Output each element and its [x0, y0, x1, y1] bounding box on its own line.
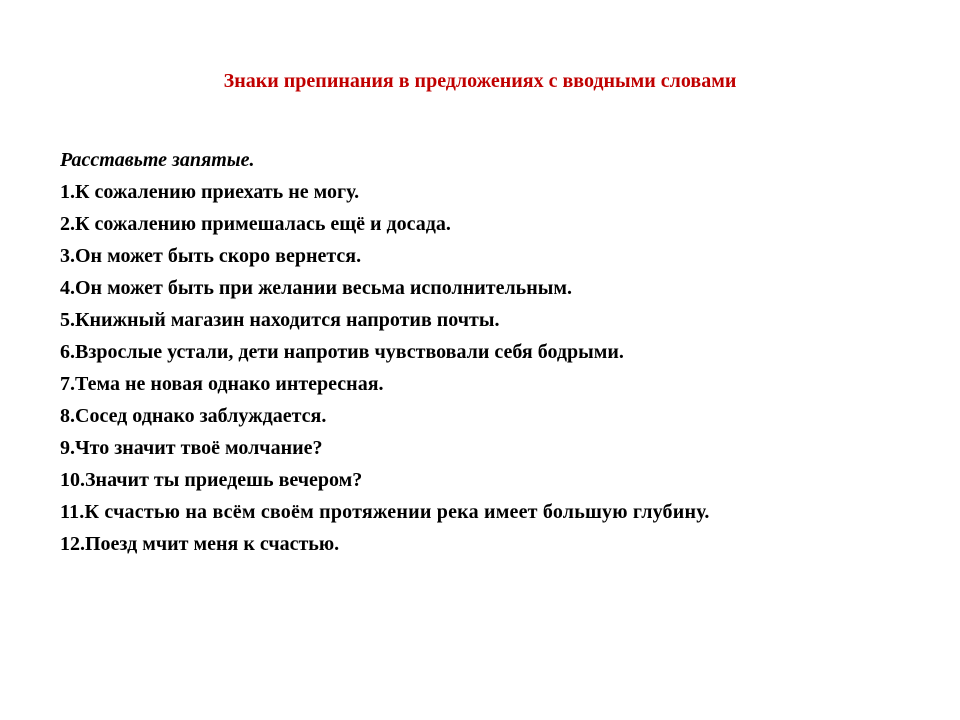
exercise-item: 2.К сожалению примешалась ещё и досада. [60, 213, 451, 235]
exercise-item: 5.Книжный магазин находится напротив почты. [60, 309, 500, 331]
exercise-item: 3.Он может быть скоро вернется. [60, 245, 362, 267]
exercise-item: 6.Взрослые устали, дети напротив чувствовали себя бодрыми. [60, 341, 624, 363]
exercise-item: 7.Тема не новая однако интересная. [60, 373, 384, 395]
exercise-item: 11.К счастью на всём своём протяжении река имеет большую глубину. [60, 501, 710, 523]
exercise-list [60, 176, 902, 560]
slide-content [60, 144, 902, 560]
exercise-item: 9.Что значит твоё молчание? [60, 437, 323, 459]
slide-title: Знаки препинания в предложениях с вводными словами [223, 70, 737, 92]
exercise-item: 4.Он может быть при желании весьма исполнительным. [60, 277, 573, 299]
exercise-item: 10.Значит ты приедешь вечером? [60, 469, 363, 491]
instruction-text: Расставьте запятые. [60, 149, 255, 171]
exercise-item: 1.К сожалению приехать не могу. [60, 181, 360, 203]
exercise-item: 12.Поезд мчит меня к счастью. [60, 533, 340, 555]
exercise-item: 8.Сосед однако заблуждается. [60, 405, 327, 427]
